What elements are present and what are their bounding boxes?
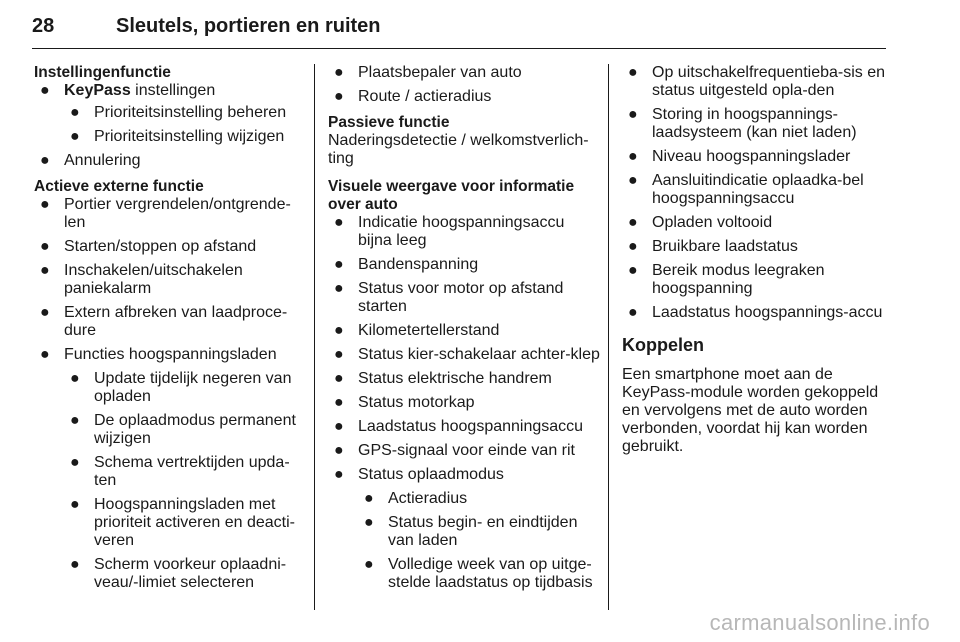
list-item xyxy=(34,238,306,256)
watermark: carmanualsonline.info xyxy=(709,610,930,635)
list-item-text: GPS-signaal voor einde van rit xyxy=(358,442,575,459)
list-item xyxy=(34,152,306,170)
section-heading: Actieve externe functie xyxy=(34,178,204,195)
list-item xyxy=(622,106,888,142)
column-divider xyxy=(608,64,609,610)
bullet-icon: ● xyxy=(364,490,374,507)
list-item-text: Storing in hoogspannings-laadsysteem (kan niet laden) xyxy=(652,106,857,141)
bullet-icon: ● xyxy=(628,64,638,81)
bullet-icon: ● xyxy=(40,238,50,255)
list-item xyxy=(328,370,600,388)
list-item xyxy=(328,346,600,364)
list-item xyxy=(34,370,306,406)
bullet-icon: ● xyxy=(628,238,638,255)
bullet-icon: ● xyxy=(334,214,344,231)
list-item-text: Laadstatus hoogspanningsaccu xyxy=(358,418,584,435)
bullet-icon: ● xyxy=(334,88,344,105)
section-heading: Passieve functie xyxy=(328,114,450,131)
bullet-icon: ● xyxy=(70,496,80,513)
list-item xyxy=(622,214,888,232)
list-item xyxy=(328,514,600,550)
bullet-icon: ● xyxy=(364,514,374,531)
list-item-text: Aansluitindicatie oplaadka-bel hoogspanningsaccu xyxy=(652,172,864,207)
bullet-icon: ● xyxy=(70,104,80,121)
list-item-text: Annulering xyxy=(64,152,141,169)
list-item-text: Volledige week van op uitge-stelde laadstatus op tijdbasis xyxy=(388,556,593,591)
list-item-text: Route / actieradius xyxy=(358,88,492,105)
section-title-koppelen: Koppelen xyxy=(622,335,705,355)
list-item-text: Opladen voltooid xyxy=(652,214,773,231)
keypass-label: KeyPass xyxy=(64,82,131,99)
column-2 xyxy=(328,64,600,598)
list-item xyxy=(34,346,306,364)
list-item-text: Op uitschakelfrequentieba-sis en status uitgesteld opla-den xyxy=(652,64,886,99)
list-item-text: Status oplaadmodus xyxy=(358,466,504,483)
list-item xyxy=(622,304,888,322)
bullet-icon: ● xyxy=(40,196,50,213)
list-item-text: Prioriteitsinstelling beheren xyxy=(94,104,287,121)
list-item xyxy=(34,454,306,490)
list-item-text: Scherm voorkeur oplaadni-veau/-limiet selecteren xyxy=(94,556,287,591)
bullet-icon: ● xyxy=(334,370,344,387)
list-item xyxy=(34,556,306,592)
list-item xyxy=(34,262,306,298)
list-item-text: Hoogspanningsladen met prioriteit activeren en deacti-veren xyxy=(94,496,295,549)
bullet-icon: ● xyxy=(628,262,638,279)
bullet-icon: ● xyxy=(70,128,80,145)
list-item-text: Portier vergrendelen/ontgrende-len xyxy=(64,196,291,231)
list-item xyxy=(34,82,306,100)
section-heading: Instellingenfunctie xyxy=(34,64,171,81)
list-item xyxy=(622,172,888,208)
list-item-text: Extern afbreken van laadproce-dure xyxy=(64,304,288,339)
bullet-icon: ● xyxy=(628,304,638,321)
list-item xyxy=(34,412,306,448)
list-item-text: Update tijdelijk negeren van opladen xyxy=(94,370,292,405)
list-item xyxy=(34,496,306,550)
list-item xyxy=(622,262,888,298)
column-3 xyxy=(622,64,888,462)
list-item-text: Schema vertrektijden upda-ten xyxy=(94,454,290,489)
bullet-icon: ● xyxy=(334,346,344,363)
list-item xyxy=(328,490,600,508)
list-item-text: Status motorkap xyxy=(358,394,475,411)
bullet-icon: ● xyxy=(364,556,374,573)
list-item-text: Indicatie hoogspanningsaccu bijna leeg xyxy=(358,214,565,249)
bullet-icon: ● xyxy=(334,64,344,81)
column-divider xyxy=(314,64,315,610)
bullet-icon: ● xyxy=(628,172,638,189)
list-item-text: Laadstatus hoogspannings-accu xyxy=(652,304,883,321)
list-item xyxy=(34,104,306,122)
list-item-text: instellingen xyxy=(130,82,216,99)
list-item-text: Actieradius xyxy=(388,490,468,507)
list-item xyxy=(328,280,600,316)
list-item xyxy=(328,394,600,412)
list-item xyxy=(622,64,888,100)
list-item xyxy=(328,442,600,460)
paragraph: Naderingsdetectie / welkomstverlich-ting xyxy=(328,132,589,167)
list-item xyxy=(328,418,600,436)
bullet-icon: ● xyxy=(628,214,638,231)
list-item-text: Niveau hoogspanningslader xyxy=(652,148,851,165)
list-item-text: Plaatsbepaler van auto xyxy=(358,64,522,81)
chapter-title: Sleutels, portieren en ruiten xyxy=(116,15,381,37)
bullet-icon: ● xyxy=(70,556,80,573)
list-item-text: Bereik modus leegraken hoogspanning xyxy=(652,262,825,297)
bullet-icon: ● xyxy=(70,412,80,429)
list-item-text: Status elektrische handrem xyxy=(358,370,552,387)
list-item xyxy=(328,322,600,340)
list-item xyxy=(328,256,600,274)
list-item-text: Bruikbare laadstatus xyxy=(652,238,798,255)
bullet-icon: ● xyxy=(628,148,638,165)
bullet-icon: ● xyxy=(334,394,344,411)
list-item-text: Prioriteitsinstelling wijzigen xyxy=(94,128,285,145)
list-item-text: Status begin- en eindtijden van laden xyxy=(388,514,578,549)
bullet-icon: ● xyxy=(70,370,80,387)
list-item xyxy=(328,466,600,484)
bullet-icon: ● xyxy=(334,418,344,435)
bullet-icon: ● xyxy=(334,280,344,297)
list-item-text: Inschakelen/uitschakelen paniekalarm xyxy=(64,262,243,297)
bullet-icon: ● xyxy=(40,82,50,99)
list-item-text: Functies hoogspanningsladen xyxy=(64,346,277,363)
bullet-icon: ● xyxy=(334,256,344,273)
page-number: 28 xyxy=(32,15,55,37)
list-item-text: Status voor motor op afstand starten xyxy=(358,280,564,315)
column-1 xyxy=(34,64,306,598)
list-item xyxy=(328,64,600,82)
page-header xyxy=(32,14,886,49)
list-item-text: Kilometertellerstand xyxy=(358,322,500,339)
bullet-icon: ● xyxy=(40,262,50,279)
bullet-icon: ● xyxy=(334,322,344,339)
bullet-icon: ● xyxy=(40,346,50,363)
list-item-text: Status kier-schakelaar achter-klep xyxy=(358,346,600,363)
bullet-icon: ● xyxy=(334,442,344,459)
list-item xyxy=(34,304,306,340)
bullet-icon: ● xyxy=(40,304,50,321)
list-item xyxy=(34,196,306,232)
list-item xyxy=(622,238,888,256)
list-item-text: Starten/stoppen op afstand xyxy=(64,238,257,255)
list-item xyxy=(328,556,600,592)
bullet-icon: ● xyxy=(628,106,638,123)
list-item xyxy=(622,148,888,166)
list-item xyxy=(328,214,600,250)
paragraph: Een smartphone moet aan de KeyPass-module worden gekoppeld en vervolgens met de auto worden verbonden, voordat hij kan worden gebruikt. xyxy=(622,366,879,455)
list-item-text: De oplaadmodus permanent wijzigen xyxy=(94,412,296,447)
list-item xyxy=(34,128,306,146)
bullet-icon: ● xyxy=(334,466,344,483)
list-item-text: Bandenspanning xyxy=(358,256,479,273)
section-heading: Visuele weergave voor informatie over auto xyxy=(328,178,575,213)
bullet-icon: ● xyxy=(70,454,80,471)
bullet-icon: ● xyxy=(40,152,50,169)
list-item xyxy=(328,88,600,106)
